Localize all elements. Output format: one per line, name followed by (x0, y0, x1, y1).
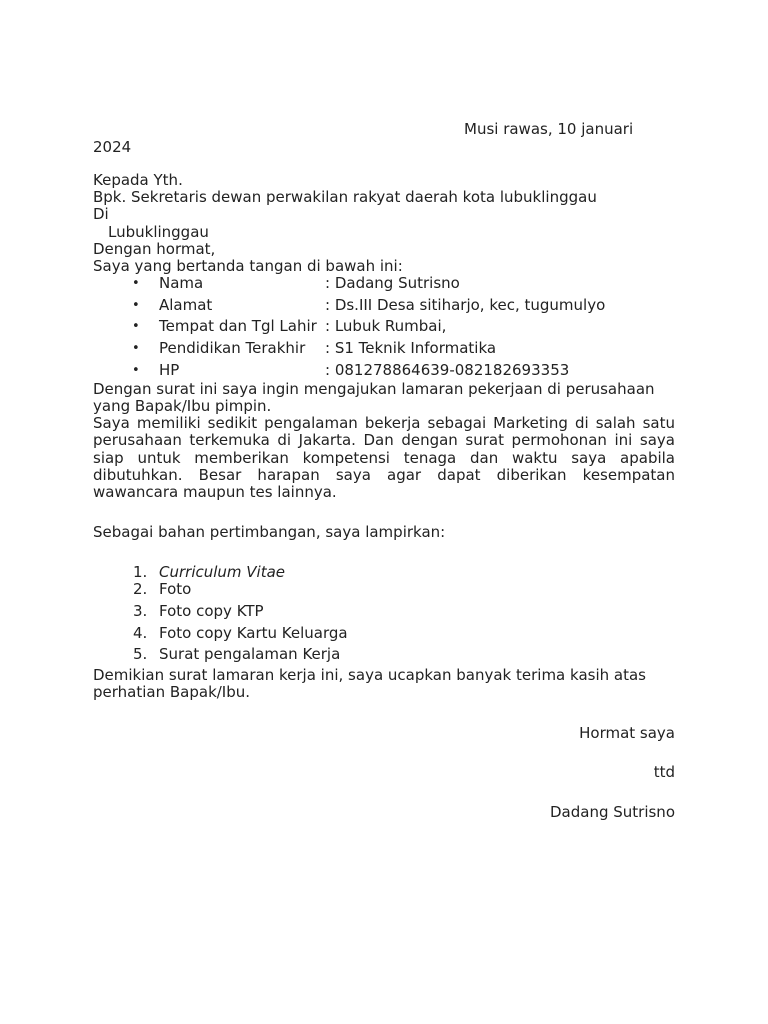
signature-regards: Hormat saya (579, 724, 675, 742)
list-number: 3. (133, 602, 148, 620)
recipient-di: Di (93, 205, 109, 223)
detail-value: : Lubuk Rumbai, (325, 317, 447, 335)
recipient-name: Bpk. Sekretaris dewan perwakilan rakyat daerah kota lubuklinggau (93, 188, 597, 206)
list-number: 5. (133, 645, 148, 663)
letter-date-year: 2024 (93, 138, 132, 156)
attachments-intro: Sebagai bahan pertimbangan, saya lampirkan: (93, 523, 446, 541)
detail-label: Nama (159, 274, 204, 292)
intro-line: Saya yang bertanda tangan di bawah ini: (93, 257, 403, 275)
detail-label: Pendidikan Terakhir (159, 339, 306, 357)
list-number: 1. (133, 563, 148, 581)
detail-value: : Dadang Sutrisno (325, 274, 460, 292)
attachment-item: Foto copy Kartu Keluarga (159, 624, 348, 642)
signature-ttd: ttd (653, 763, 675, 781)
detail-label: Alamat (159, 296, 213, 314)
bullet-icon: • (132, 298, 140, 313)
bullet-icon: • (132, 319, 140, 334)
attachment-item: Surat pengalaman Kerja (159, 645, 341, 663)
detail-value: : S1 Teknik Informatika (325, 339, 497, 357)
paragraph-experience: Saya memiliki sedikit pengalaman bekerja sebagai Marketing di salah satu perusahaan terkemuka di Jakarta. Dan dengan surat permohonan ini saya siap untuk memberikan kompetensi tenaga dan waktu saya apabila dibutuhkan. Besar harapan saya agar dapat diberikan kesempatan wawancara maupun tes lainnya. (93, 414, 675, 502)
bullet-icon: • (132, 341, 140, 356)
attachment-item: Foto copy KTP (159, 602, 264, 620)
letter-date-place: Musi rawas, 10 januari (464, 120, 634, 138)
list-number: 4. (133, 624, 148, 642)
detail-value: : 081278864639-082182693353 (325, 361, 570, 379)
list-number: 2. (133, 580, 148, 598)
bullet-icon: • (132, 363, 140, 378)
recipient-greeting: Kepada Yth. (93, 171, 183, 189)
attachment-item: Foto (159, 580, 192, 598)
bullet-icon: • (132, 276, 140, 291)
signature-name: Dadang Sutrisno (550, 803, 675, 821)
detail-label: Tempat dan Tgl Lahir (159, 317, 317, 335)
detail-value: : Ds.III Desa sitiharjo, kec, tugumulyo (325, 296, 606, 314)
attachment-item: Curriculum Vitae (159, 563, 286, 581)
closing-paragraph: Demikian surat lamaran kerja ini, saya ucapkan banyak terima kasih atas perhatian Bapak/Ibu. (93, 666, 646, 702)
paragraph-application: Dengan surat ini saya ingin mengajukan lamaran pekerjaan di perusahaan yang Bapak/Ibu pimpin. (93, 380, 655, 416)
detail-label: HP (159, 361, 180, 379)
recipient-city: Lubuklinggau (108, 223, 209, 241)
opening-salutation: Dengan hormat, (93, 240, 216, 258)
